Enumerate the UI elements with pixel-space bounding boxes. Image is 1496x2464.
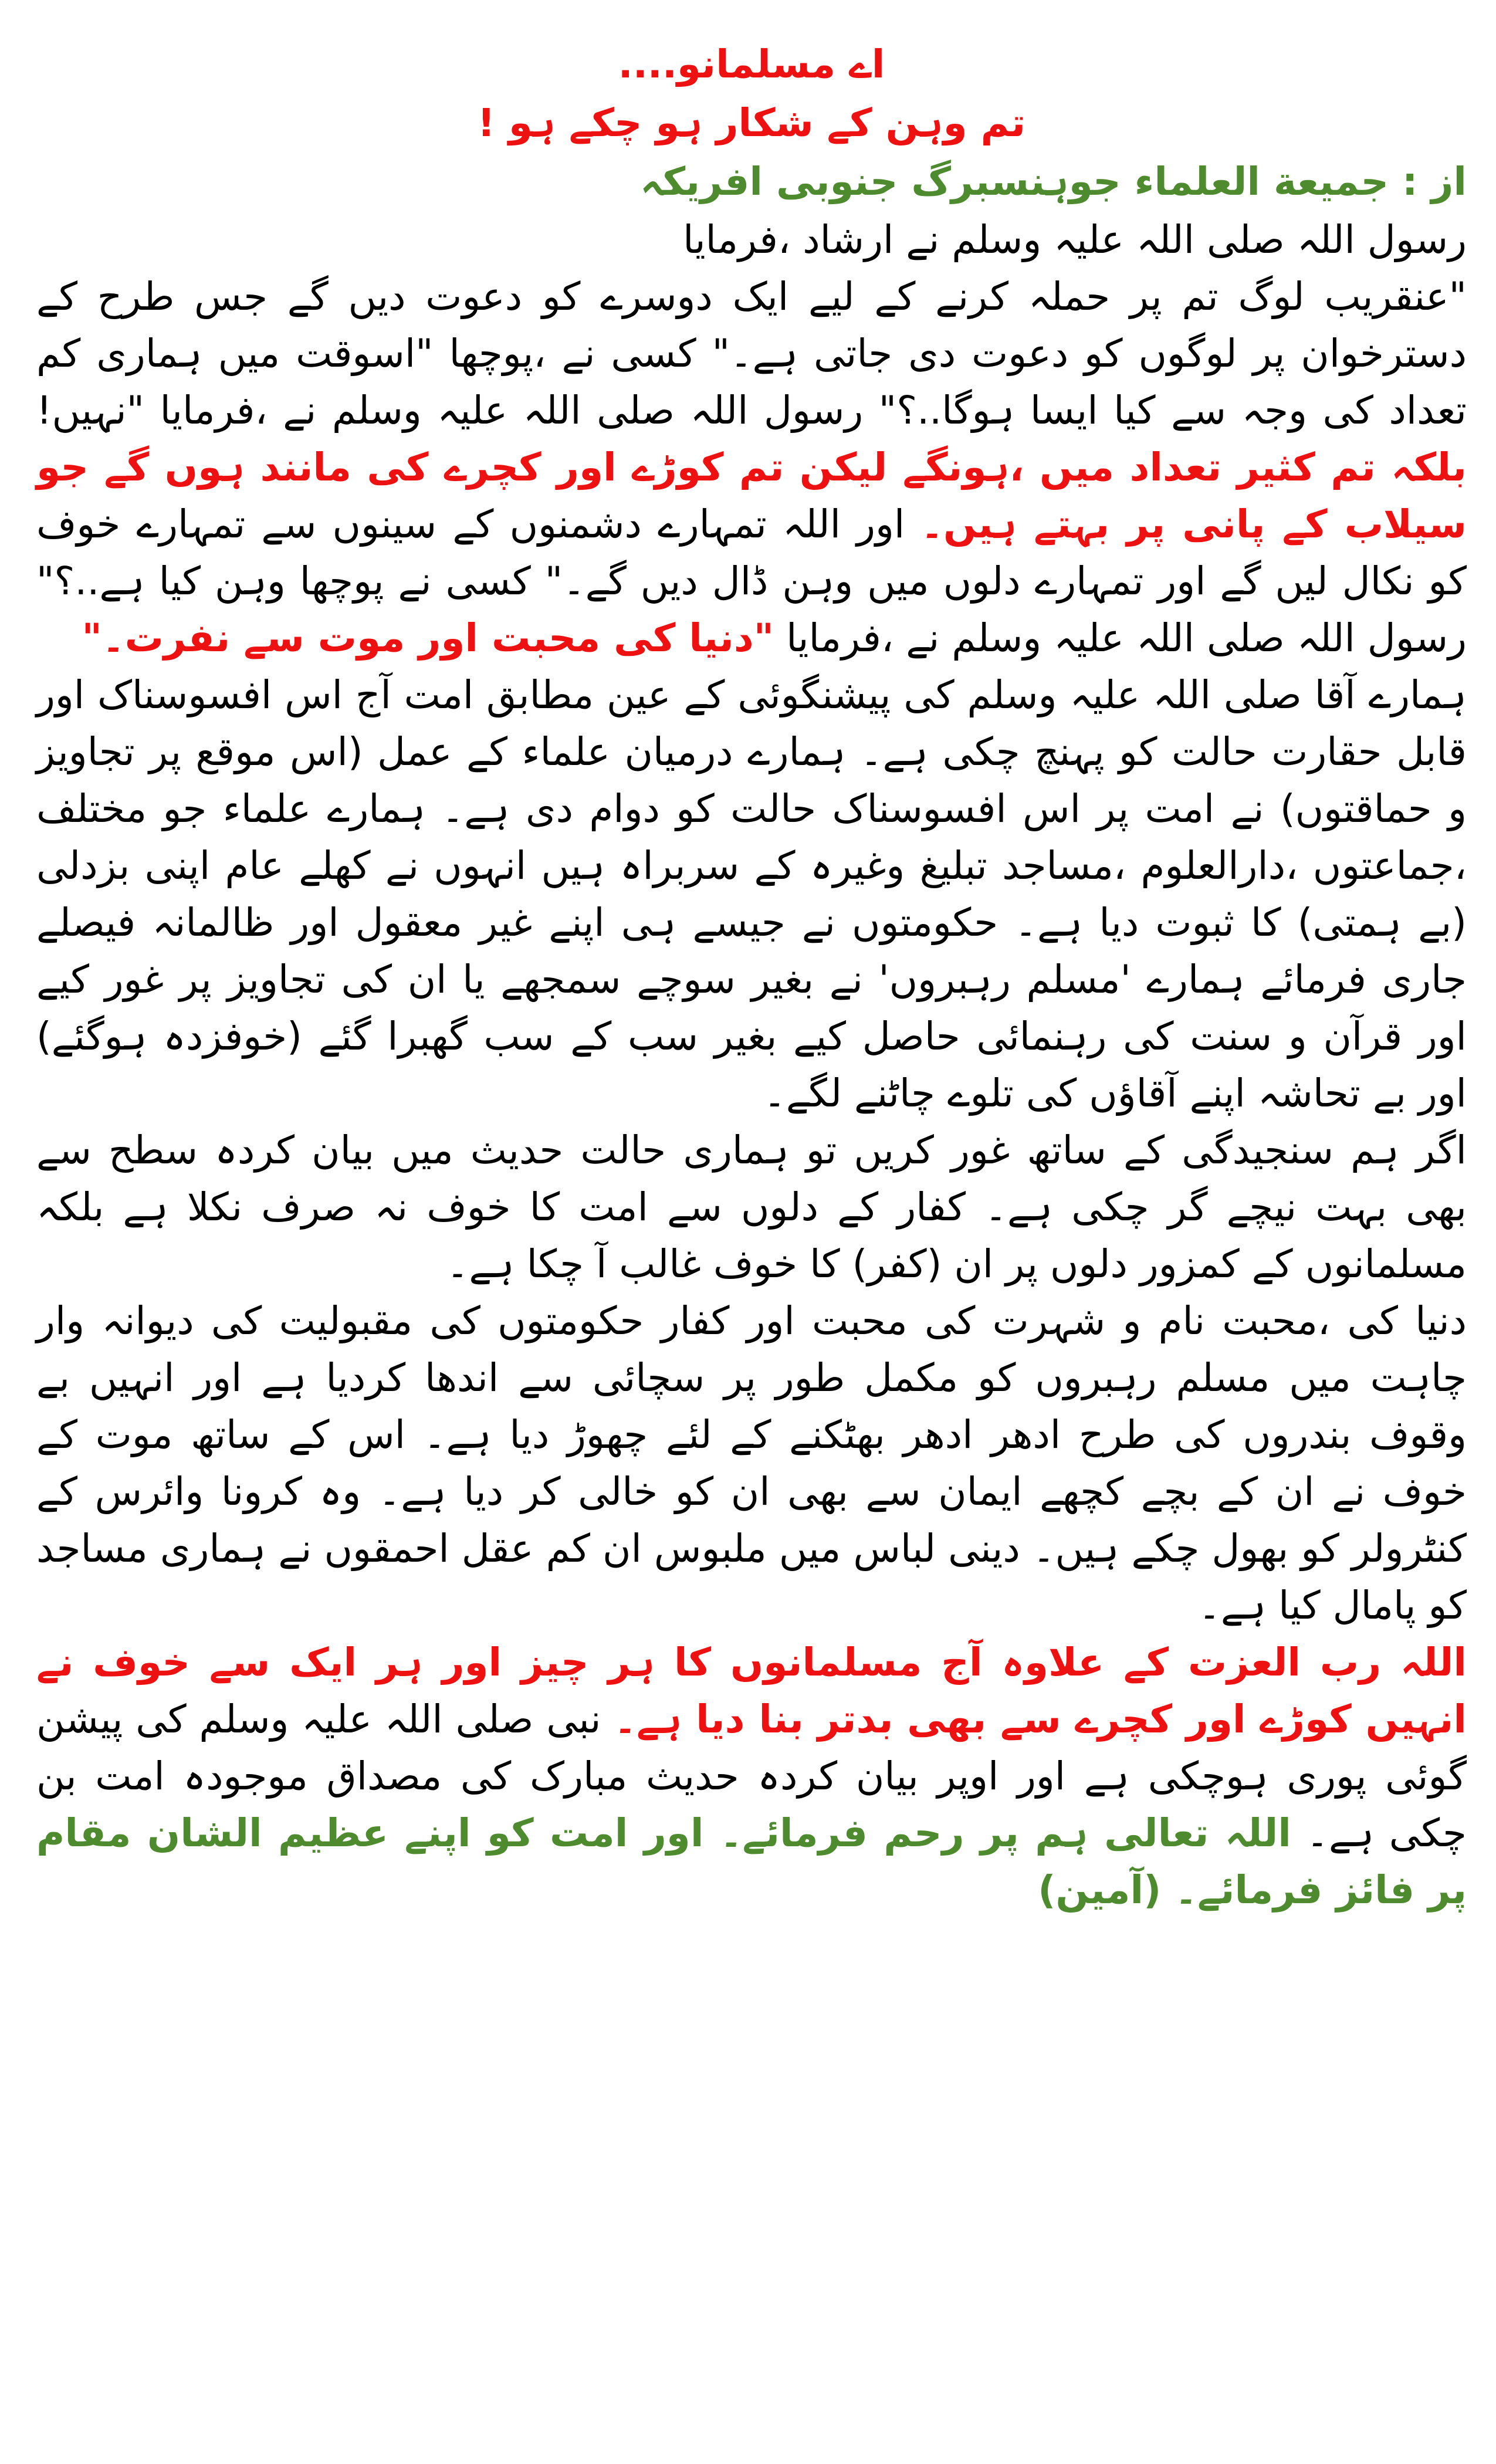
hadith-text-part-2: اور اللہ تمہارے دشمنوں کے سینوں سے تمہارے خوف کو نکال لیں گے اور تمہارے دلوں میں وہن ڈال دیں گے۔" کسی نے پوچھا وہن کیا ہے..؟" رسول اللہ صلی اللہ علیہ وسلم نے ،فرمایا bbox=[36, 502, 1467, 661]
page-subtitle: تم وہن کے شکار ہو چکے ہو ! bbox=[477, 100, 1026, 145]
paragraph-conclusion bbox=[36, 1634, 1467, 1918]
hadith-paragraph bbox=[36, 268, 1467, 666]
paragraph-ummah-condition: ہمارے آقا صلی اللہ علیہ وسلم کی پیشنگوئی کے عین مطابق امت آج اس افسوسناک اور قابل حقارت حالت کو پہنچ چکی ہے۔ ہمارے درمیان علماء کے عمل (اس موقع پر تجاویز و حماقتوں) نے امت پر اس افسوسناک حالت کو دوام دی ہے۔ ہمارے علماء جو مختلف ،جماعتوں ،دارالعلوم ،مساجد تبلیغ وغیرہ کے سربراہ ہیں انہوں نے کھلے عام اپنی بزدلی (بے ہمتی) کا ثبوت دیا ہے۔ حکومتوں نے جیسے ہی اپنے غیر معقول اور ظالمانہ فیصلے جاری فرمائے ہمارے 'مسلم رہبروں' نے بغیر سوچے سمجھے یا ان کی تجاویز پر غور کیے اور قرآن و سنت کی رہنمائی حاصل کیے بغیر سب کے سب گھبرا گئے (خوفزدہ ہوگئے) اور بے تحاشہ اپنے آقاؤں کی تلوے چاٹنے لگے۔ bbox=[36, 672, 1467, 1116]
page-title: اے مسلمانو.... bbox=[618, 42, 885, 87]
closing-prayer: اللہ تعالی ہم پر رحم فرمائے۔ اور امت کو اپنے عظیم الشان مقام پر فائز فرمائے۔ (آمین) bbox=[36, 1810, 1467, 1913]
author-byline: از : جمیعة العلماء جوہنسبرگ جنوبی افریکہ bbox=[640, 159, 1467, 204]
paragraph-love-of-world: دنیا کی ،محبت نام و شہرت کی محبت اور کفار حکومتوں کی مقبولیت کی دیوانہ وار چاہت میں مسلم رہبروں کو مکمل طور پر سچائی سے اندھا کردیا ہے اور انہیں بے وقوف بندروں کی طرح ادھر ادھر بھٹکنے کے لئے چھوڑ دیا ہے۔ اس کے ساتھ موت کے خوف نے ان کے بچے کچھے ایمان سے بھی ان کو خالی کر دیا ہے۔ وہ کرونا وائرس کے کنٹرولر کو بھول چکے ہیں۔ دینی لباس میں ملبوس ان کم عقل احمقوں نے ہماری مساجد کو پامال کیا ہے۔ bbox=[36, 1298, 1467, 1628]
hadith-highlight-1: بلکہ تم کثیر تعداد میں ،ہونگے لیکن تم کوڑے اور کچرے کی مانند ہوں گے جو سیلاب کے پانی پر بہتے ہیں۔ bbox=[36, 445, 1467, 547]
conclusion-highlight: اللہ رب العزت کے علاوہ آج مسلمانوں کا ہر چیز اور ہر ایک سے خوف نے انہیں کوڑے اور کچرے سے بھی بدتر بنا دیا ہے۔ bbox=[36, 1640, 1467, 1742]
hadith-text-part-1: "عنقریب لوگ تم پر حملہ کرنے کے لیے ایک دوسرے کو دعوت دیں گے جس طرح کے دسترخوان پر لوگوں کو دعوت دی جاتی ہے۔" کسی نے ،پوچھا "اسوقت میں ہماری کم تعداد کی وجہ سے کیا ایسا ہوگا..؟" رسول اللہ صلی اللہ علیہ وسلم نے ،فرمایا "نہیں! bbox=[36, 274, 1467, 433]
paragraph-reflection: اگر ہم سنجیدگی کے ساتھ غور کریں تو ہماری حالت حدیث میں بیان کردہ سطح سے بھی بہت نیچے گر چکی ہے۔ کفار کے دلوں سے امت کا خوف نہ صرف نکلا ہے بلکہ مسلمانوں کے کمزور دلوں پر ان (کفر) کا خوف غالب آ چکا ہے۔ bbox=[36, 1128, 1467, 1287]
hadith-intro: رسول اللہ صلی اللہ علیہ وسلم نے ارشاد ،فرمایا bbox=[683, 217, 1467, 262]
hadith-highlight-2: "دنیا کی محبت اور موت سے نفرت۔" bbox=[82, 615, 774, 661]
conclusion-text: نبی صلی اللہ علیہ وسلم کی پیشن گوئی پوری ہوچکی ہے اور اوپر بیان کردہ حدیث مبارک کی مصداق موجودہ امت بن چکی ہے۔ bbox=[36, 1697, 1467, 1856]
